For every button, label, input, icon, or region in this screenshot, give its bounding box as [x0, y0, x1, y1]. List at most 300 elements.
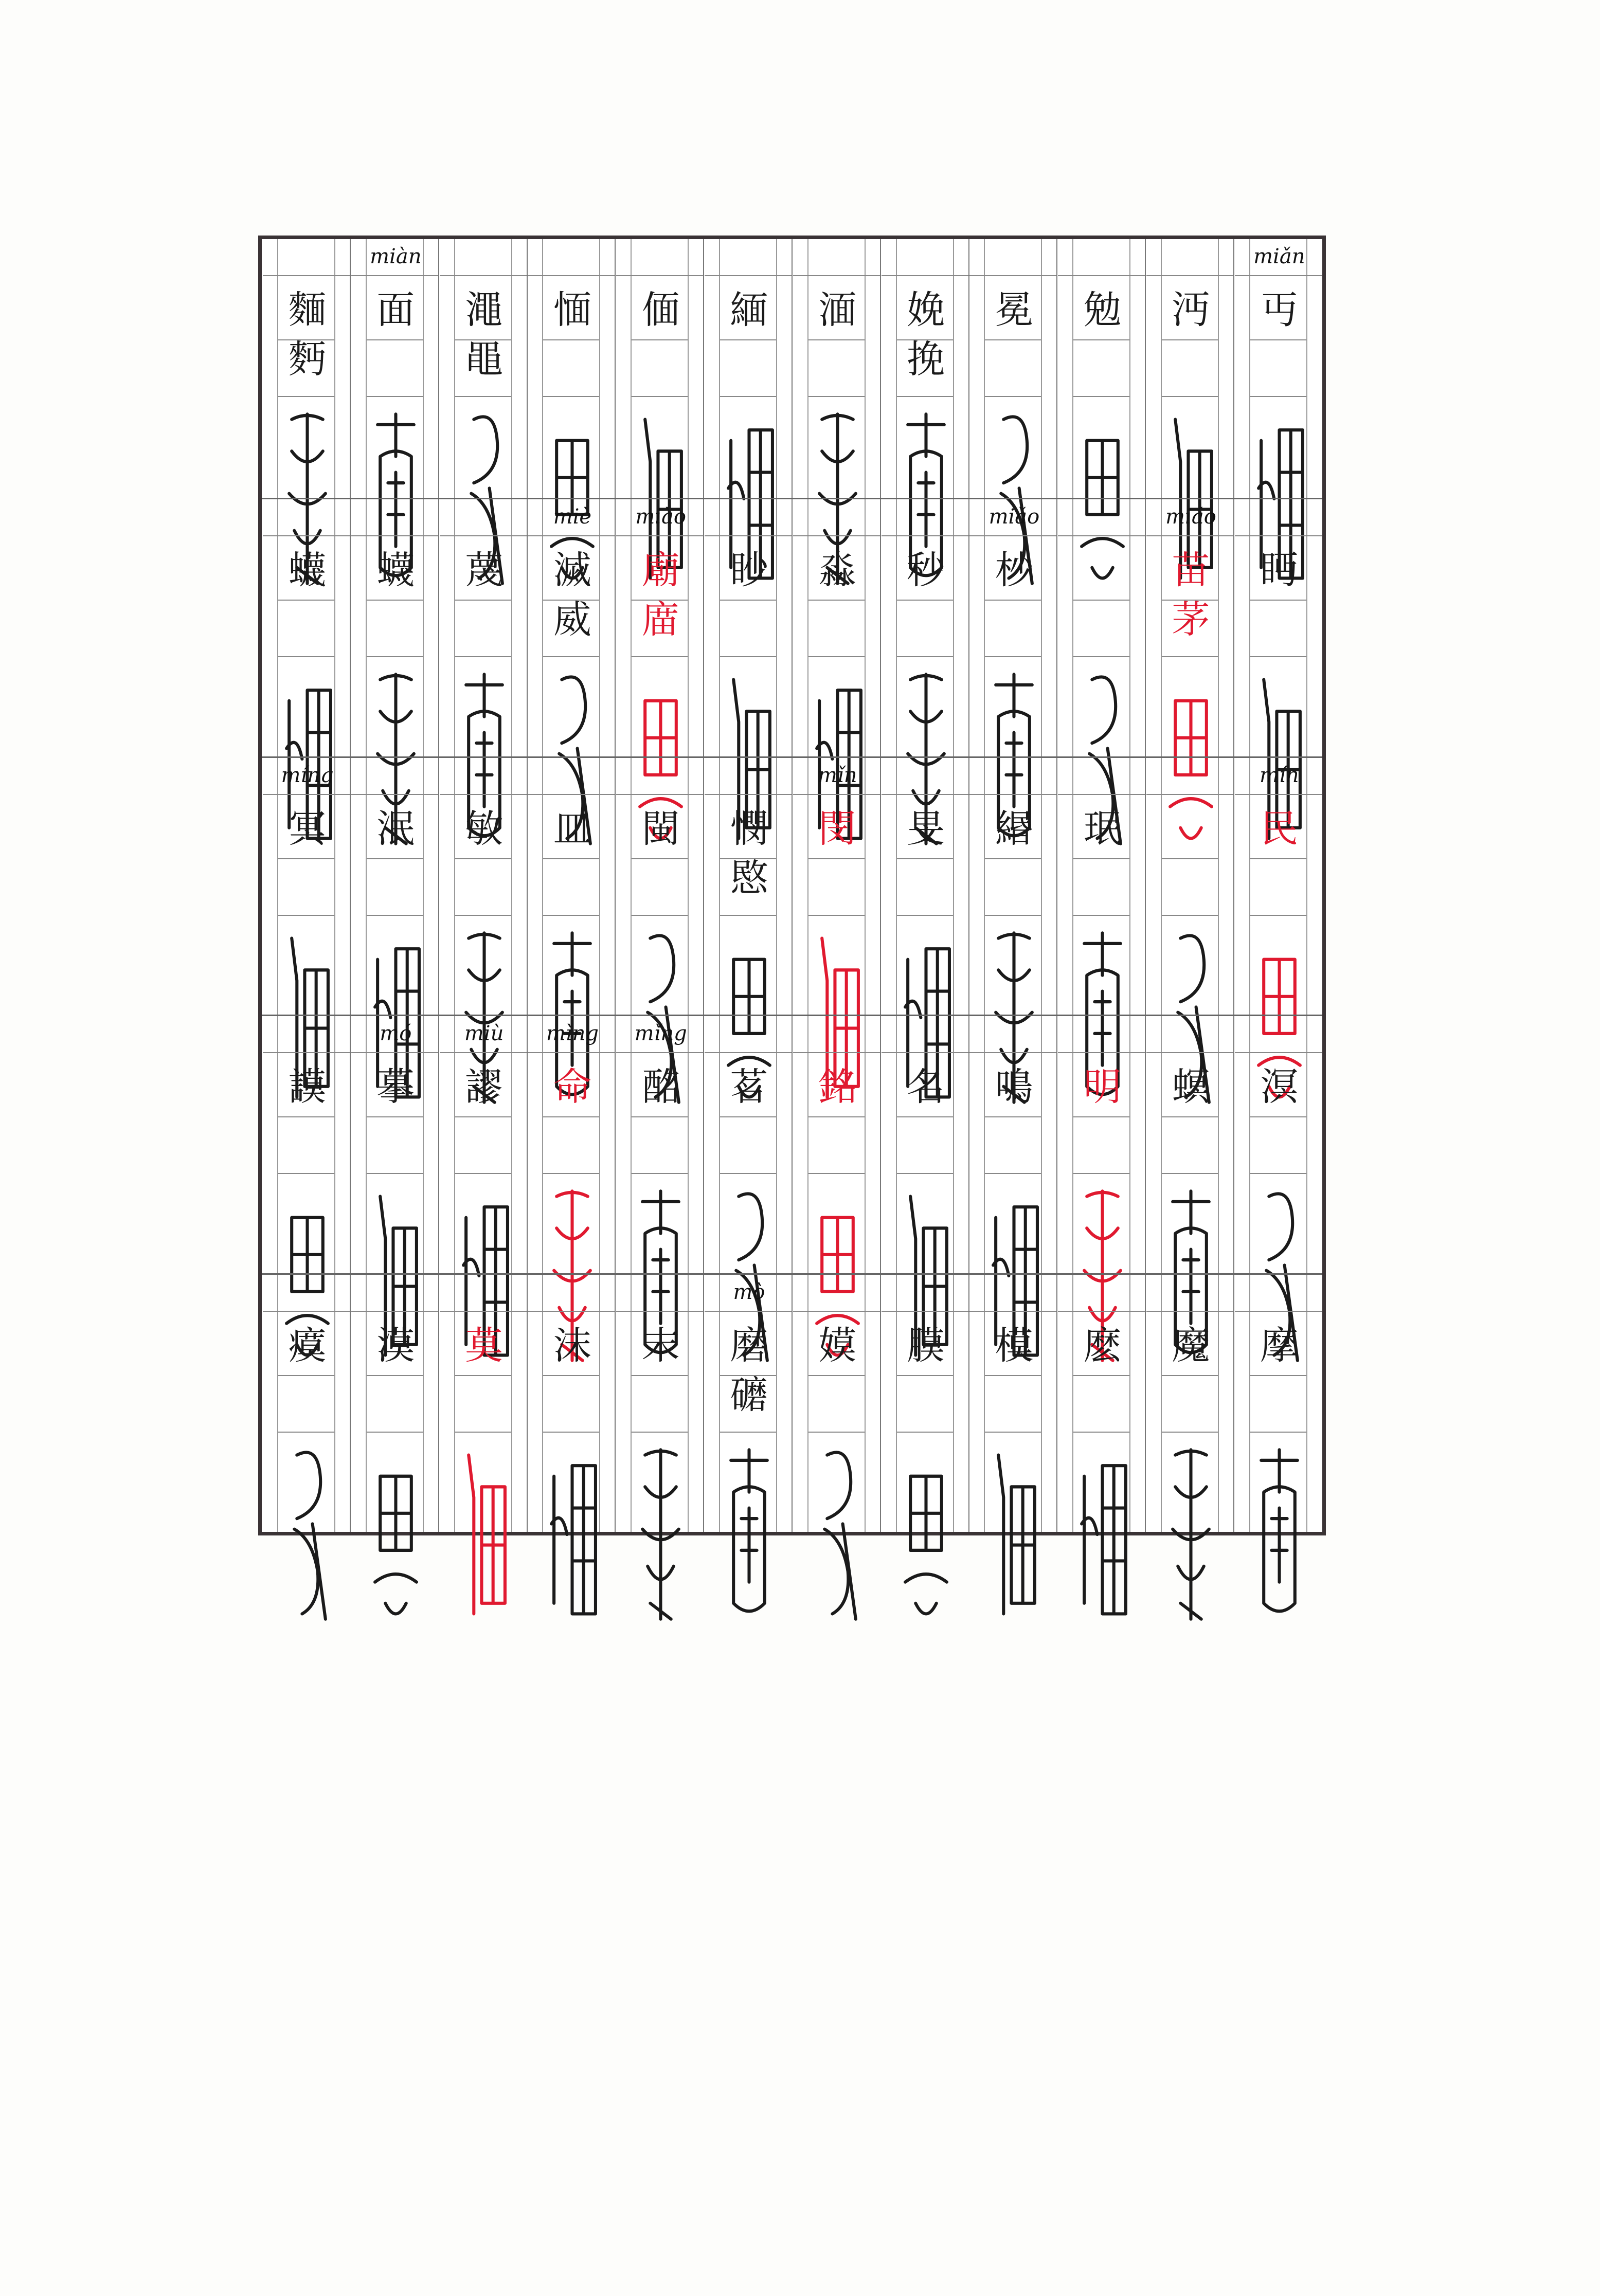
character-cell [1057, 758, 1146, 1015]
pinyin-divider [793, 535, 880, 536]
seal-script-glyph [812, 1444, 864, 1624]
grid-line [720, 1432, 776, 1433]
grid-line [985, 600, 1041, 601]
pinyin-label [1073, 760, 1131, 791]
pinyin-label [278, 1018, 336, 1049]
pinyin-divider [882, 794, 968, 795]
modern-character: 淼 [818, 548, 857, 592]
modern-character: 明 [1083, 1065, 1122, 1110]
pinyin-label: mó [380, 1022, 412, 1046]
pinyin-divider [882, 1311, 968, 1312]
pinyin-label [1162, 241, 1220, 272]
modern-character: 溟 [1260, 1065, 1299, 1110]
seal-script-glyph [988, 1444, 1040, 1624]
pinyin-label [543, 760, 601, 791]
grid-line [985, 858, 1041, 859]
grid-line [632, 1173, 688, 1174]
pinyin-divider [528, 1311, 615, 1312]
character-cell [439, 758, 528, 1015]
pinyin-label: mìng [546, 1022, 599, 1046]
grid-line [808, 1173, 865, 1174]
pinyin-label [632, 241, 690, 272]
modern-character: 湎 [818, 288, 857, 332]
table-row [262, 1273, 1322, 1532]
character-cell [968, 758, 1057, 1015]
grid-line [808, 858, 865, 859]
character-column [542, 499, 600, 756]
character-column [454, 1275, 512, 1532]
seal-script-glyph [900, 1444, 952, 1624]
pinyin-divider [263, 535, 350, 536]
character-column [896, 1016, 954, 1273]
modern-character: 銘 [818, 1065, 857, 1110]
pinyin-divider [616, 1311, 703, 1312]
character-column [277, 1275, 335, 1532]
grid-line [985, 656, 1041, 657]
character-cell [880, 1275, 969, 1532]
character-column [1161, 1016, 1219, 1273]
character-cell [880, 239, 969, 498]
grid-line [720, 656, 776, 657]
pinyin-divider [1058, 1052, 1145, 1053]
pinyin-divider [882, 1052, 968, 1053]
modern-character: 憫 愍 [730, 806, 768, 900]
modern-character: 茗 [730, 1065, 768, 1110]
grid-line [1073, 915, 1129, 916]
character-column [719, 758, 777, 1015]
grid-line [1073, 1173, 1129, 1174]
pinyin-divider [969, 1052, 1056, 1053]
grid-line [1073, 656, 1129, 657]
character-column [277, 239, 335, 498]
pinyin-label [897, 1018, 955, 1049]
grid-line [720, 1173, 776, 1174]
grid-line [632, 396, 688, 397]
pinyin-divider [263, 794, 350, 795]
grid-line [1073, 1375, 1129, 1376]
character-column [719, 239, 777, 498]
pinyin-label [808, 1277, 867, 1308]
grid-line [632, 656, 688, 657]
seal-script-glyph [1165, 1444, 1217, 1624]
character-cell [968, 499, 1057, 756]
modern-character: 膜 [907, 1324, 945, 1368]
grid-line [455, 1116, 511, 1117]
character-cell [704, 499, 793, 756]
character-column [1161, 239, 1219, 498]
pinyin-divider [969, 275, 1056, 276]
character-column [896, 758, 954, 1015]
character-column [896, 239, 954, 498]
grid-line [367, 1116, 423, 1117]
pinyin-divider [528, 275, 615, 276]
pinyin-divider [616, 1052, 703, 1053]
character-column [277, 499, 335, 756]
grid-line [632, 1116, 688, 1117]
pinyin-label: mǐng [634, 1022, 687, 1046]
character-cell [615, 239, 704, 498]
pinyin-divider [263, 1311, 350, 1312]
pinyin-label [455, 760, 513, 791]
pinyin-label [897, 760, 955, 791]
modern-character: 末 [641, 1324, 680, 1368]
character-cell [615, 499, 704, 756]
seal-script-table [258, 236, 1326, 1535]
grid-line [1162, 1375, 1218, 1376]
grid-line [1162, 915, 1218, 916]
modern-character: 沫 [553, 1324, 591, 1368]
pinyin-label [543, 1277, 601, 1308]
character-column [1072, 1016, 1130, 1273]
grid-line [1073, 396, 1129, 397]
pinyin-label [1162, 1018, 1220, 1049]
grid-line [367, 339, 423, 340]
pinyin-label [897, 501, 955, 532]
character-column [719, 1016, 777, 1273]
pinyin-divider [1235, 1052, 1322, 1053]
character-column [1072, 499, 1130, 756]
grid-line [1250, 1432, 1306, 1433]
pinyin-label [808, 241, 867, 272]
grid-line [1162, 600, 1218, 601]
pinyin-label [632, 1277, 690, 1308]
grid-line [278, 1173, 334, 1174]
pinyin-label [985, 1018, 1043, 1049]
grid-line [543, 396, 599, 397]
grid-line [455, 915, 511, 916]
grid-line [1250, 600, 1306, 601]
pinyin-label [897, 241, 955, 272]
character-column [454, 758, 512, 1015]
modern-character: 緬 [730, 288, 768, 332]
pinyin-label [367, 1277, 425, 1308]
character-cell [880, 1016, 969, 1273]
grid-line [720, 1375, 776, 1376]
pinyin-label: mò [733, 1280, 765, 1305]
grid-line [632, 339, 688, 340]
pinyin-divider [1146, 275, 1233, 276]
grid-line [808, 1116, 865, 1117]
grid-line [808, 1375, 865, 1376]
pinyin-label [1073, 1018, 1131, 1049]
pinyin-divider [793, 275, 880, 276]
pinyin-label [455, 1277, 513, 1308]
character-cell [1234, 239, 1323, 498]
modern-character: 磨 礳 [730, 1324, 768, 1418]
pinyin-divider [528, 1052, 615, 1053]
grid-line [632, 600, 688, 601]
pinyin-divider [1235, 275, 1322, 276]
pinyin-divider [1235, 794, 1322, 795]
grid-line [543, 1173, 599, 1174]
character-cell [527, 499, 616, 756]
modern-character: 皿 [553, 806, 591, 851]
pinyin-label [632, 760, 690, 791]
pinyin-label [720, 760, 778, 791]
pinyin-divider [793, 794, 880, 795]
pinyin-divider [1146, 1311, 1233, 1312]
grid-line [278, 656, 334, 657]
grid-line [455, 1375, 511, 1376]
pinyin-divider [1058, 275, 1145, 276]
grid-line [455, 858, 511, 859]
seal-script-glyph [370, 1444, 422, 1624]
character-column [1072, 1275, 1130, 1532]
character-cell [1145, 239, 1234, 498]
grid-line [632, 858, 688, 859]
grid-line [720, 339, 776, 340]
modern-character: 苗 茅 [1172, 548, 1210, 642]
pinyin-divider [1146, 535, 1233, 536]
modern-character: 偭 [641, 288, 680, 332]
pinyin-divider [969, 1311, 1056, 1312]
grid-line [278, 1116, 334, 1117]
character-column [807, 499, 866, 756]
pinyin-label [455, 241, 513, 272]
grid-line [808, 656, 865, 657]
character-cell [792, 758, 881, 1015]
grid-line [720, 396, 776, 397]
modern-character: 旻 [907, 806, 945, 851]
pinyin-divider [616, 535, 703, 536]
grid-line [897, 858, 953, 859]
pinyin-divider [1235, 1311, 1322, 1312]
character-column [366, 758, 424, 1015]
pinyin-label: mǐn [818, 763, 857, 787]
pinyin-divider [440, 535, 527, 536]
pinyin-divider [263, 275, 350, 276]
pinyin-label [1162, 760, 1220, 791]
modern-character: 螟 [1172, 1065, 1210, 1110]
character-cell [615, 758, 704, 1015]
grid-line [808, 1432, 865, 1433]
grid-line [985, 1432, 1041, 1433]
character-column [631, 1275, 689, 1532]
character-cell [262, 1016, 351, 1273]
modern-character: 勉 [1083, 288, 1122, 332]
pinyin-label [455, 501, 513, 532]
modern-character: 瘼 [288, 1324, 327, 1368]
pinyin-label: miàn [370, 245, 422, 268]
pinyin-divider [705, 794, 792, 795]
modern-character: 秒 [907, 548, 945, 592]
character-cell [439, 1016, 528, 1273]
character-column [366, 499, 424, 756]
grid-line [897, 656, 953, 657]
character-column [277, 758, 335, 1015]
grid-line [1073, 339, 1129, 340]
grid-line [808, 600, 865, 601]
character-column [984, 499, 1042, 756]
modern-character: 嫫 [818, 1324, 857, 1368]
pinyin-divider [969, 794, 1056, 795]
character-column [807, 1016, 866, 1273]
character-cell [527, 239, 616, 498]
pinyin-divider [351, 1052, 438, 1053]
pinyin-divider [1146, 794, 1233, 795]
pinyin-divider [351, 794, 438, 795]
pinyin-label: miǎo [988, 504, 1040, 529]
modern-character: 鳴 [995, 1065, 1033, 1110]
character-cell [1145, 499, 1234, 756]
pinyin-divider [528, 794, 615, 795]
character-column [1249, 239, 1307, 498]
grid-line [1250, 656, 1306, 657]
modern-character: 閔 [818, 806, 857, 851]
character-cell [350, 1016, 439, 1273]
character-cell [350, 499, 439, 756]
pinyin-label [1162, 1277, 1220, 1308]
grid-line [632, 915, 688, 916]
character-cell [792, 499, 881, 756]
seal-script-glyph [281, 1444, 333, 1624]
character-cell [704, 1016, 793, 1273]
grid-line [1162, 1116, 1218, 1117]
pinyin-divider [351, 275, 438, 276]
character-cell [350, 758, 439, 1015]
modern-character: 名 [907, 1065, 945, 1110]
modern-character: 敏 [465, 806, 504, 851]
modern-character: 麽 [1083, 1324, 1122, 1368]
modern-character: 蠛 [376, 548, 415, 592]
pinyin-divider [705, 1052, 792, 1053]
grid-line [1250, 1375, 1306, 1376]
modern-character: 緡 [995, 806, 1033, 851]
grid-line [632, 1432, 688, 1433]
modern-character: 莫 [465, 1324, 504, 1368]
pinyin-label [1250, 1018, 1308, 1049]
character-cell [1234, 1275, 1323, 1532]
character-column [542, 1275, 600, 1532]
character-cell [615, 1275, 704, 1532]
grid-line [1250, 396, 1306, 397]
pinyin-divider [351, 1311, 438, 1312]
pinyin-divider [1058, 1311, 1145, 1312]
character-column [366, 1275, 424, 1532]
pinyin-label: miè [553, 504, 592, 529]
pinyin-label [278, 241, 336, 272]
pinyin-divider [440, 1311, 527, 1312]
grid-line [1162, 1432, 1218, 1433]
grid-line [1162, 396, 1218, 397]
character-column [984, 758, 1042, 1015]
modern-character: 丏 [1260, 288, 1299, 332]
grid-line [1162, 1173, 1218, 1174]
grid-line [1162, 858, 1218, 859]
grid-line [985, 1173, 1041, 1174]
character-cell [262, 758, 351, 1015]
modern-character: 冕 [995, 288, 1033, 332]
pinyin-divider [1235, 535, 1322, 536]
grid-line [1073, 1432, 1129, 1433]
modern-character: 摹 [376, 1065, 415, 1110]
pinyin-divider [793, 1052, 880, 1053]
grid-line [1073, 1116, 1129, 1117]
character-cell [1057, 1275, 1146, 1532]
character-column [1249, 758, 1307, 1015]
character-cell [792, 1016, 881, 1273]
character-cell [262, 499, 351, 756]
grid-line [897, 1375, 953, 1376]
character-cell [1234, 499, 1323, 756]
character-cell [527, 758, 616, 1015]
grid-line [632, 1375, 688, 1376]
modern-character: 滅 威 [553, 548, 591, 642]
character-cell [1145, 1016, 1234, 1273]
grid-line [367, 1432, 423, 1433]
pinyin-label [985, 1277, 1043, 1308]
grid-line [1250, 915, 1306, 916]
seal-script-glyph [546, 1444, 598, 1624]
character-column [1161, 758, 1219, 1015]
grid-line [278, 915, 334, 916]
pinyin-label [985, 760, 1043, 791]
pinyin-label [720, 241, 778, 272]
modern-character: 蔑 [465, 548, 504, 592]
grid-line [985, 396, 1041, 397]
grid-line [1162, 339, 1218, 340]
character-column [631, 499, 689, 756]
character-cell [1057, 239, 1146, 498]
grid-line [985, 1116, 1041, 1117]
pinyin-divider [440, 1052, 527, 1053]
pinyin-label: miù [464, 1022, 504, 1046]
pinyin-divider [793, 1311, 880, 1312]
grid-line [543, 656, 599, 657]
pinyin-divider [1146, 1052, 1233, 1053]
modern-character: 珉 [1083, 806, 1122, 851]
seal-script-glyph [458, 1444, 510, 1624]
character-column [1249, 1275, 1307, 1532]
character-column [807, 1275, 866, 1532]
character-column [631, 239, 689, 498]
grid-line [808, 915, 865, 916]
modern-character: 閩 [641, 806, 680, 851]
pinyin-label [985, 241, 1043, 272]
character-column [631, 1016, 689, 1273]
character-column [1249, 499, 1307, 756]
grid-line [808, 396, 865, 397]
grid-line [543, 1432, 599, 1433]
grid-line [897, 1116, 953, 1117]
modern-character: 廟 庿 [641, 548, 680, 642]
character-column [454, 239, 512, 498]
seal-script-glyph [1253, 1444, 1305, 1624]
character-cell [615, 1016, 704, 1273]
grid-line [985, 915, 1041, 916]
character-cell [792, 1275, 881, 1532]
grid-line [367, 1173, 423, 1174]
character-cell [527, 1275, 616, 1532]
grid-line [455, 656, 511, 657]
character-column [631, 758, 689, 1015]
character-cell [880, 499, 969, 756]
modern-character: 娩 挽 [907, 288, 945, 382]
grid-line [543, 339, 599, 340]
grid-line [367, 915, 423, 916]
modern-character: 澠 黽 [465, 288, 504, 382]
seal-script-glyph [723, 1444, 775, 1624]
character-cell [439, 1275, 528, 1532]
modern-character: 麵 麪 [288, 288, 327, 382]
grid-line [543, 915, 599, 916]
pinyin-divider [1058, 794, 1145, 795]
character-cell [527, 1016, 616, 1273]
character-column [1161, 499, 1219, 756]
character-column [366, 239, 424, 498]
grid-line [455, 1173, 511, 1174]
pinyin-label [278, 501, 336, 532]
